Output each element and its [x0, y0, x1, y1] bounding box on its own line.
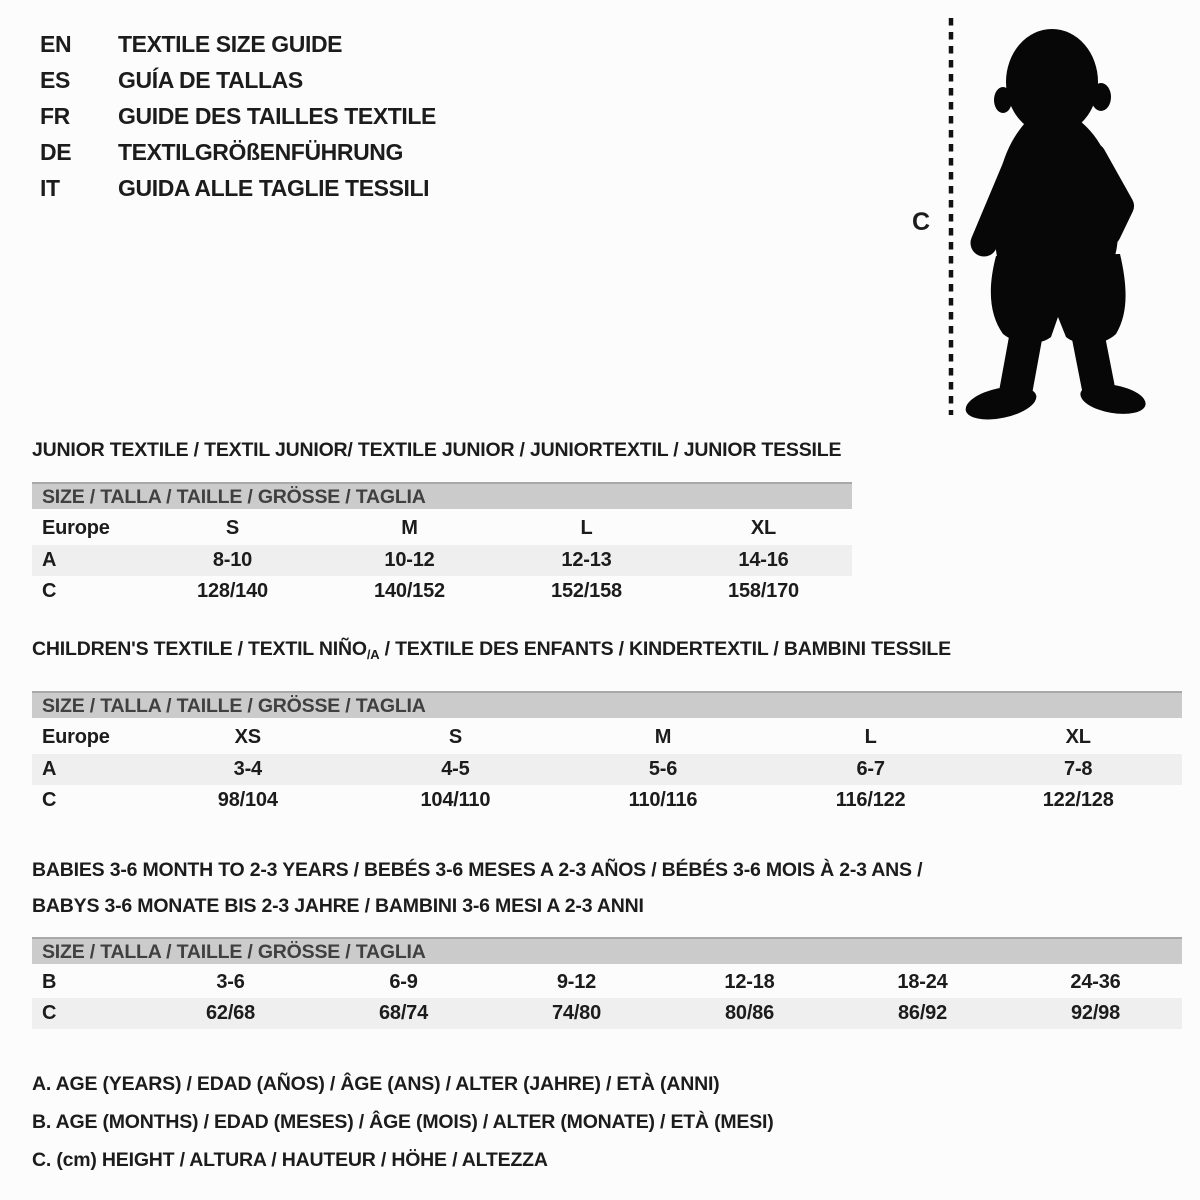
table-cell: 98/104 [217, 789, 278, 811]
row-label: A [42, 549, 57, 571]
children-heading-text: CHILDREN'S TEXTILE / TEXTIL NIÑO [32, 638, 367, 660]
table-cell: 3-4 [233, 758, 262, 780]
table-cell: 158/170 [728, 580, 799, 602]
table-cell: 6-9 [389, 971, 418, 993]
section-junior [32, 430, 1182, 607]
table-cell: 122/128 [1042, 789, 1114, 811]
table-cell: 12-13 [561, 549, 612, 571]
size-tables-content [32, 430, 1182, 1179]
table-cell: XL [750, 517, 777, 539]
section-babies [32, 852, 1182, 1029]
row-label: C [42, 789, 57, 811]
language-title: TEXTILGRÖßENFÜHRUNG [118, 139, 403, 165]
size-bar: SIZE / TALLA / TAILLE / GRÖSSE / TAGLIA [32, 937, 1182, 964]
children-heading-text: / TEXTILE DES ENFANTS / KINDERTEXTIL / BAMBINI TESSILE [379, 638, 951, 660]
language-row-de [40, 134, 436, 170]
language-row-en [40, 26, 436, 62]
table-row [32, 545, 852, 576]
table-row [32, 967, 1182, 998]
legend-line-a: A. AGE (YEARS) / EDAD (AÑOS) / ÂGE (ANS) / ALTER (JAHRE) / ETÀ (ANNI) [32, 1073, 720, 1095]
table-cell: 24-36 [1070, 971, 1121, 993]
table-cell: 128/140 [197, 580, 268, 602]
table-cell: 104/110 [420, 789, 491, 811]
table-cell: 7-8 [1064, 758, 1093, 780]
row-label: A [42, 758, 57, 780]
row-label: C [42, 1002, 57, 1024]
table-cell: 152/158 [551, 580, 622, 602]
table-cell: 8-10 [212, 549, 253, 571]
table-row [32, 998, 1182, 1029]
table-cell: 116/122 [835, 789, 906, 811]
table-cell: 74/80 [551, 1002, 602, 1024]
language-title-list [40, 26, 436, 206]
language-code: IT [40, 175, 60, 201]
table-cell: 140/152 [374, 580, 445, 602]
measure-c-label: C [912, 208, 931, 236]
table-cell: L [580, 517, 593, 539]
children-heading-sub: /A [366, 647, 380, 662]
table-cell: Europe [42, 726, 110, 748]
table-cell: M [401, 517, 418, 539]
language-code: FR [40, 103, 70, 129]
table-cell: 10-12 [384, 549, 435, 571]
legend-line-c: C. (cm) HEIGHT / ALTURA / HAUTEUR / HÖHE / ALTEZZA [32, 1149, 548, 1171]
table-cell: XL [1065, 726, 1091, 748]
table-cell: M [654, 726, 672, 748]
table-cell: 18-24 [897, 971, 948, 993]
table-cell: 14-16 [738, 549, 789, 571]
table-cell: 86/92 [897, 1002, 948, 1024]
language-code: DE [40, 139, 72, 165]
table-row [32, 785, 1182, 816]
table-cell: 6-7 [856, 758, 885, 780]
size-bar: SIZE / TALLA / TAILLE / GRÖSSE / TAGLIA [32, 482, 852, 509]
table-cell: 68/74 [378, 1002, 429, 1024]
language-row-it [40, 170, 436, 206]
language-title: TEXTILE SIZE GUIDE [118, 31, 343, 57]
table-cell: 12-18 [724, 971, 775, 993]
language-code: ES [40, 67, 70, 93]
section-children [32, 637, 1182, 816]
language-title: GUIDA ALLE TAGLIE TESSILI [118, 175, 430, 201]
language-title: GUIDE DES TAILLES TEXTILE [118, 103, 436, 129]
table-cell: 62/68 [205, 1002, 256, 1024]
babies-heading [32, 852, 1182, 924]
row-label: C [42, 580, 57, 602]
measure-legend [32, 1065, 1182, 1179]
table-cell: 9-12 [556, 971, 597, 993]
table-cell: 92/98 [1070, 1002, 1121, 1024]
table-header-row [32, 721, 1182, 754]
size-bar: SIZE / TALLA / TAILLE / GRÖSSE / TAGLIA [32, 691, 1182, 718]
table-row [32, 576, 852, 607]
table-cell: 5-6 [648, 758, 678, 780]
junior-heading: JUNIOR TEXTILE / TEXTIL JUNIOR/ TEXTILE JUNIOR / JUNIORTEXTIL / JUNIOR TESSILE [32, 439, 842, 461]
table-cell: 3-6 [216, 971, 245, 993]
table-header-row [32, 512, 852, 545]
language-row-es [40, 62, 436, 98]
babies-heading-line2: BABYS 3-6 MONATE BIS 2-3 JAHRE / BAMBINI 3-6 MESI A 2-3 ANNI [32, 895, 644, 917]
babies-heading-line1: BABIES 3-6 MONTH TO 2-3 YEARS / BEBÉS 3-6 MESES A 2-3 AÑOS / BÉBÉS 3-6 MOIS À 2-3 ANS / [32, 859, 923, 881]
language-code: EN [40, 31, 72, 57]
table-cell: S [448, 726, 462, 748]
legend-line-b: B. AGE (MONTHS) / EDAD (MESES) / ÂGE (MOIS) / ALTER (MONATE) / ETÀ (MESI) [32, 1111, 774, 1133]
row-label: B [42, 971, 57, 993]
table-cell: 4-5 [441, 758, 470, 780]
toddler-silhouette [963, 29, 1148, 425]
table-cell: 110/116 [628, 789, 698, 811]
language-title: GUÍA DE TALLAS [118, 67, 303, 93]
table-cell: 80/86 [724, 1002, 775, 1024]
table-cell: L [864, 726, 877, 748]
table-cell: XS [234, 726, 261, 748]
language-row-fr [40, 98, 436, 134]
children-heading [32, 637, 1182, 667]
toddler-figure [880, 0, 1200, 430]
table-cell: S [225, 517, 240, 539]
table-cell: Europe [42, 517, 110, 539]
table-row [32, 754, 1182, 785]
